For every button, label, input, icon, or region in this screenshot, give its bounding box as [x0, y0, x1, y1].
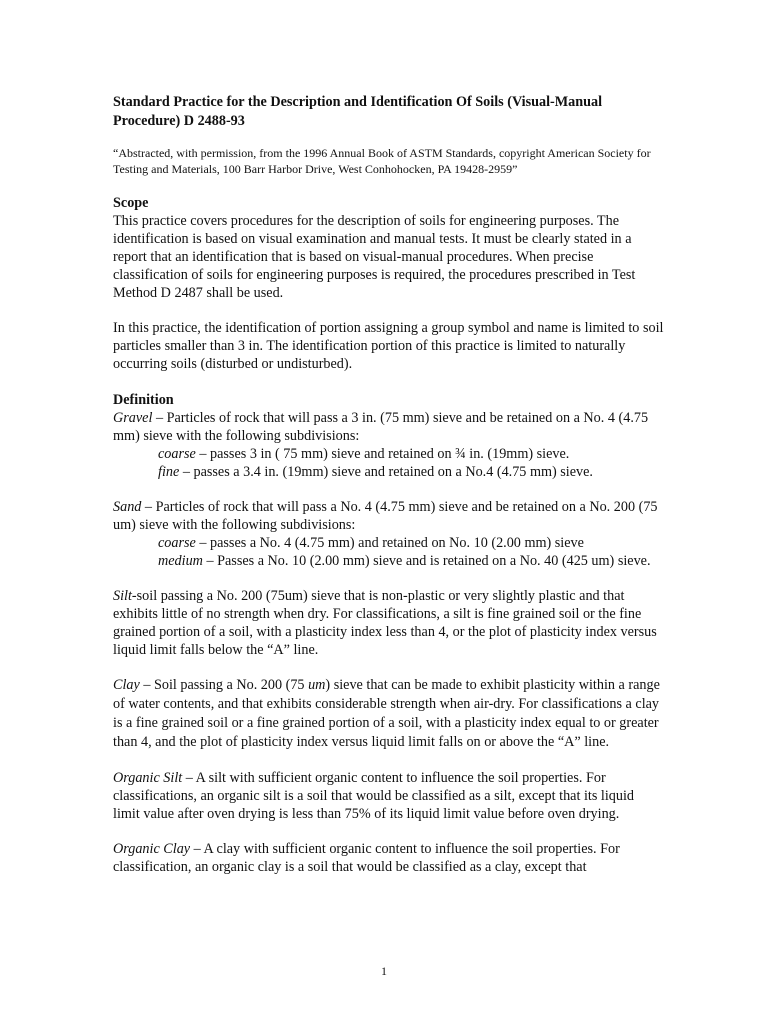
scope-paragraph-1: This practice covers procedures for the description of soils for engineering purposes. The identification is based on visual examination and manual tests. It must be clearly stated in a report that an identification that is based on visual-manual procedures. When precise classification of soils for engineering purposes is required, the procedures prescribed in Test Method D 2487 shall be used. [113, 213, 636, 301]
gravel-coarse [113, 445, 664, 463]
silt-term: Silt [113, 588, 132, 604]
clay-desc-b: ) sieve that can be made to exhibit plasticity within a range of water contents, and that exhibits considerable strength when air-dry. For classifications a clay is a fine grained soil or a fine grained portion of a soil, with a plasticity index equal to or greater than 4, and the plot of plasticity index versus liquid limit falls on or above the “A” line. [113, 677, 660, 750]
gravel-fine-term: fine [158, 464, 180, 480]
sand-medium [113, 552, 664, 570]
gravel-fine [113, 463, 664, 481]
document-title: Standard Practice for the Description and Identification Of Soils (Visual-Manual Procedure) D 2488-93 [113, 94, 603, 129]
sand-text [113, 498, 664, 534]
scope-paragraph-2: In this practice, the identification of portion assigning a group symbol and name is limited to soil particles smaller than 3 in. The identification portion of this practice is limited to naturally occurring soils (disturbed or undisturbed). [113, 320, 664, 372]
silt-desc: -soil passing a No. 200 (75um) sieve that is non-plastic or very slightly plastic and that exhibits little of no strength when dry. For classifications, a silt is fine grained soil or the fine grained portion of a soil, with a plasticity index less than 4, or the plot of plasticity index versus liquid limit falls below the “A” line. [113, 588, 657, 658]
definition-organic-clay [113, 840, 664, 876]
organic-silt-term: Organic Silt [113, 770, 183, 786]
clay-um-unit: um [308, 677, 326, 693]
gravel-desc: – Particles of rock that will pass a 3 in. (75 mm) sieve and be retained on a No. 4 (4.75 mm) sieve with the following subdivisions: [113, 410, 649, 444]
organic-clay-text [113, 840, 664, 876]
definition-section [113, 391, 664, 876]
definition-gravel [113, 409, 664, 481]
gravel-coarse-desc: – passes 3 in ( 75 mm) sieve and retained on ¾ in. (19mm) sieve. [195, 446, 570, 462]
sand-coarse-term: coarse [158, 535, 196, 551]
gravel-coarse-term: coarse [158, 446, 196, 462]
clay-term: Clay [113, 677, 140, 693]
organic-clay-desc: – A clay with sufficient organic content to influence the soil properties. For classification, an organic clay is a soil that would be classified as a clay, except that [113, 841, 620, 875]
citation: “Abstracted, with permission, from the 1996 Annual Book of ASTM Standards, copyright American Society for Testing and Materials, 100 Barr Harbor Drive, West Conhohocken, PA 19428-2959” [113, 146, 651, 176]
organic-silt-desc: – A silt with sufficient organic content to influence the soil properties. For classifications, an organic silt is a soil that would be classified as a silt, except that its liquid limit value after oven drying is less than 75% of its liquid limit value before oven drying. [113, 770, 635, 822]
sand-desc: – Particles of rock that will pass a No. 4 (4.75 mm) sieve and be retained on a No. 200 (75 um) sieve with the following subdivisions: [113, 499, 658, 533]
clay-text [113, 676, 664, 752]
sand-coarse-desc: – passes a No. 4 (4.75 mm) and retained on No. 10 (2.00 mm) sieve [195, 535, 584, 551]
organic-silt-text [113, 769, 664, 823]
scope-heading: Scope [113, 195, 149, 211]
definition-sand [113, 498, 664, 570]
sand-term: Sand [113, 499, 142, 515]
gravel-fine-desc: – passes a 3.4 in. (19mm) sieve and retained on a No.4 (4.75 mm) sieve. [179, 464, 593, 480]
scope-section [113, 194, 664, 373]
sand-coarse [113, 534, 664, 552]
sand-medium-term: medium [158, 553, 203, 569]
definition-silt [113, 587, 664, 659]
sand-medium-desc: – Passes a No. 10 (2.00 mm) sieve and is retained on a No. 40 (425 um) sieve. [202, 553, 651, 569]
organic-clay-term: Organic Clay [113, 841, 191, 857]
definition-organic-silt [113, 769, 664, 823]
clay-desc-a: – Soil passing a No. 200 (75 [139, 677, 309, 693]
definition-heading: Definition [113, 392, 174, 408]
definition-clay [113, 676, 664, 752]
gravel-text [113, 409, 664, 445]
page-number: 1 [381, 964, 387, 978]
gravel-term: Gravel [113, 410, 153, 426]
silt-text [113, 587, 664, 659]
